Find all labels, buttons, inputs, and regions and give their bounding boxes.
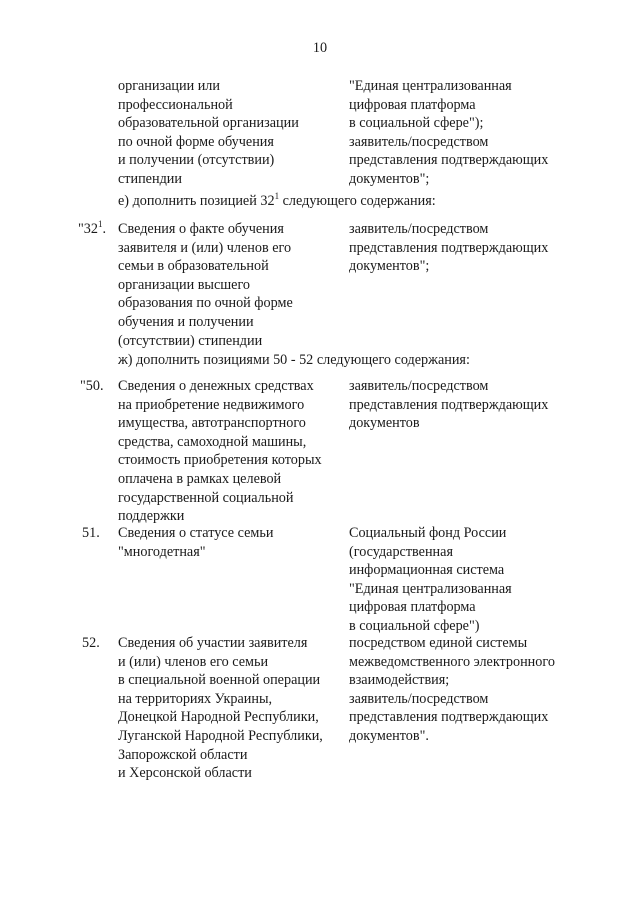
instruction-e-text: е) дополнить позицией 32 <box>118 193 275 209</box>
text-line: и получении (отсутствии) <box>118 152 275 169</box>
text-line: (отсутствии) стипендии <box>118 332 263 349</box>
instruction-e <box>118 192 436 211</box>
text-line: Сведения о факте обучения <box>118 221 284 237</box>
text-line: и Херсонской области <box>118 765 252 782</box>
text-line: межведомственного электронного <box>349 653 555 670</box>
text-line: Сведения о денежных средствах <box>118 378 314 394</box>
page-number: 10 <box>312 40 328 56</box>
text-line: "Единая централизованная <box>349 580 512 597</box>
superscript: 1 <box>97 219 103 229</box>
top-block-left-text <box>118 77 350 189</box>
text-line: в специальной военной операции <box>118 672 321 689</box>
text-line: по очной форме обучения <box>118 133 274 150</box>
instruction-zh: ж) дополнить позициями 50 - 52 следующего содержания: <box>118 352 470 368</box>
text-line: на приобретение недвижимого <box>118 396 305 413</box>
text-line: организации или <box>118 78 220 94</box>
text-line: образовательной организации <box>118 115 299 132</box>
text-line: заявитель/посредством <box>349 133 489 150</box>
position-number-32-1: "$32^1$. <box>78 219 107 237</box>
text-line: Социальный фонд России <box>349 525 507 541</box>
text-line: представления подтверждающих <box>349 709 549 726</box>
text-line: имущества, автотранспортного <box>118 415 306 432</box>
position-32-1-source <box>349 220 584 276</box>
text-line: посредством единой системы <box>349 635 528 651</box>
text-line: заявителя и (или) членов его <box>118 239 292 256</box>
text-line: представления подтверждающих <box>349 152 549 169</box>
text-line: Сведения об участии заявителя <box>118 635 308 651</box>
text-line: (государственная <box>349 543 453 560</box>
top-block-right-text <box>349 77 584 189</box>
text-line: государственной социальной <box>118 489 294 506</box>
text-line: профессиональной <box>118 96 233 113</box>
position-52-source <box>349 634 584 746</box>
text-line: поддержки <box>118 508 185 525</box>
text-line: стипендии <box>118 170 182 187</box>
text-line: на территориях Украины, <box>118 690 273 707</box>
text-line: обучения и получении <box>118 313 254 330</box>
text-line: документов". <box>349 727 429 744</box>
position-51-source <box>349 524 584 636</box>
text-line: в социальной сфере") <box>349 617 480 634</box>
text-line: взаимодействия; <box>349 672 450 689</box>
text-line: информационная система <box>349 562 505 579</box>
position-number-51: 51. <box>82 525 100 541</box>
text-line: документов <box>349 415 420 432</box>
text-line: оплачена в рамках целевой <box>118 470 282 487</box>
text-line: заявитель/посредством <box>349 221 489 237</box>
text-line: Сведения о статусе семьи <box>118 525 274 541</box>
text-line: "Единая централизованная <box>349 78 512 94</box>
position-32-1-description <box>118 220 350 350</box>
position-52-description <box>118 634 350 783</box>
text-line: цифровая платформа <box>349 96 476 113</box>
text-line: образования по очной форме <box>118 295 293 312</box>
text-line: в социальной сфере"); <box>349 115 484 132</box>
text-line: семьи в образовательной <box>118 258 269 275</box>
text-line: и (или) членов его семьи <box>118 653 269 670</box>
text-line: документов"; <box>349 170 430 187</box>
position-number-52: 52. <box>82 635 100 651</box>
text-line: Запорожской области <box>118 746 248 763</box>
text-line: средства, самоходной машины, <box>118 433 307 450</box>
text-line: представления подтверждающих <box>349 239 549 256</box>
text-line: представления подтверждающих <box>349 396 549 413</box>
text-line: "многодетная" <box>118 543 206 560</box>
text-line: стоимость приобретения которых <box>118 452 322 469</box>
position-50-description <box>118 377 350 526</box>
position-number-50: "50. <box>80 378 104 394</box>
position-51-description <box>118 524 350 561</box>
position-50-source <box>349 377 584 433</box>
text-line: документов"; <box>349 258 430 275</box>
text-line: организации высшего <box>118 276 251 293</box>
superscript: 1 <box>274 191 280 201</box>
text-line: Донецкой Народной Республики, <box>118 709 319 726</box>
text-line: Луганской Народной Республики, <box>118 727 323 744</box>
text-line: заявитель/посредством <box>349 690 489 707</box>
text-line: заявитель/посредством <box>349 378 489 394</box>
instruction-e-text-end: следующего содержания: <box>279 193 436 209</box>
text-line: цифровая платформа <box>349 599 476 616</box>
